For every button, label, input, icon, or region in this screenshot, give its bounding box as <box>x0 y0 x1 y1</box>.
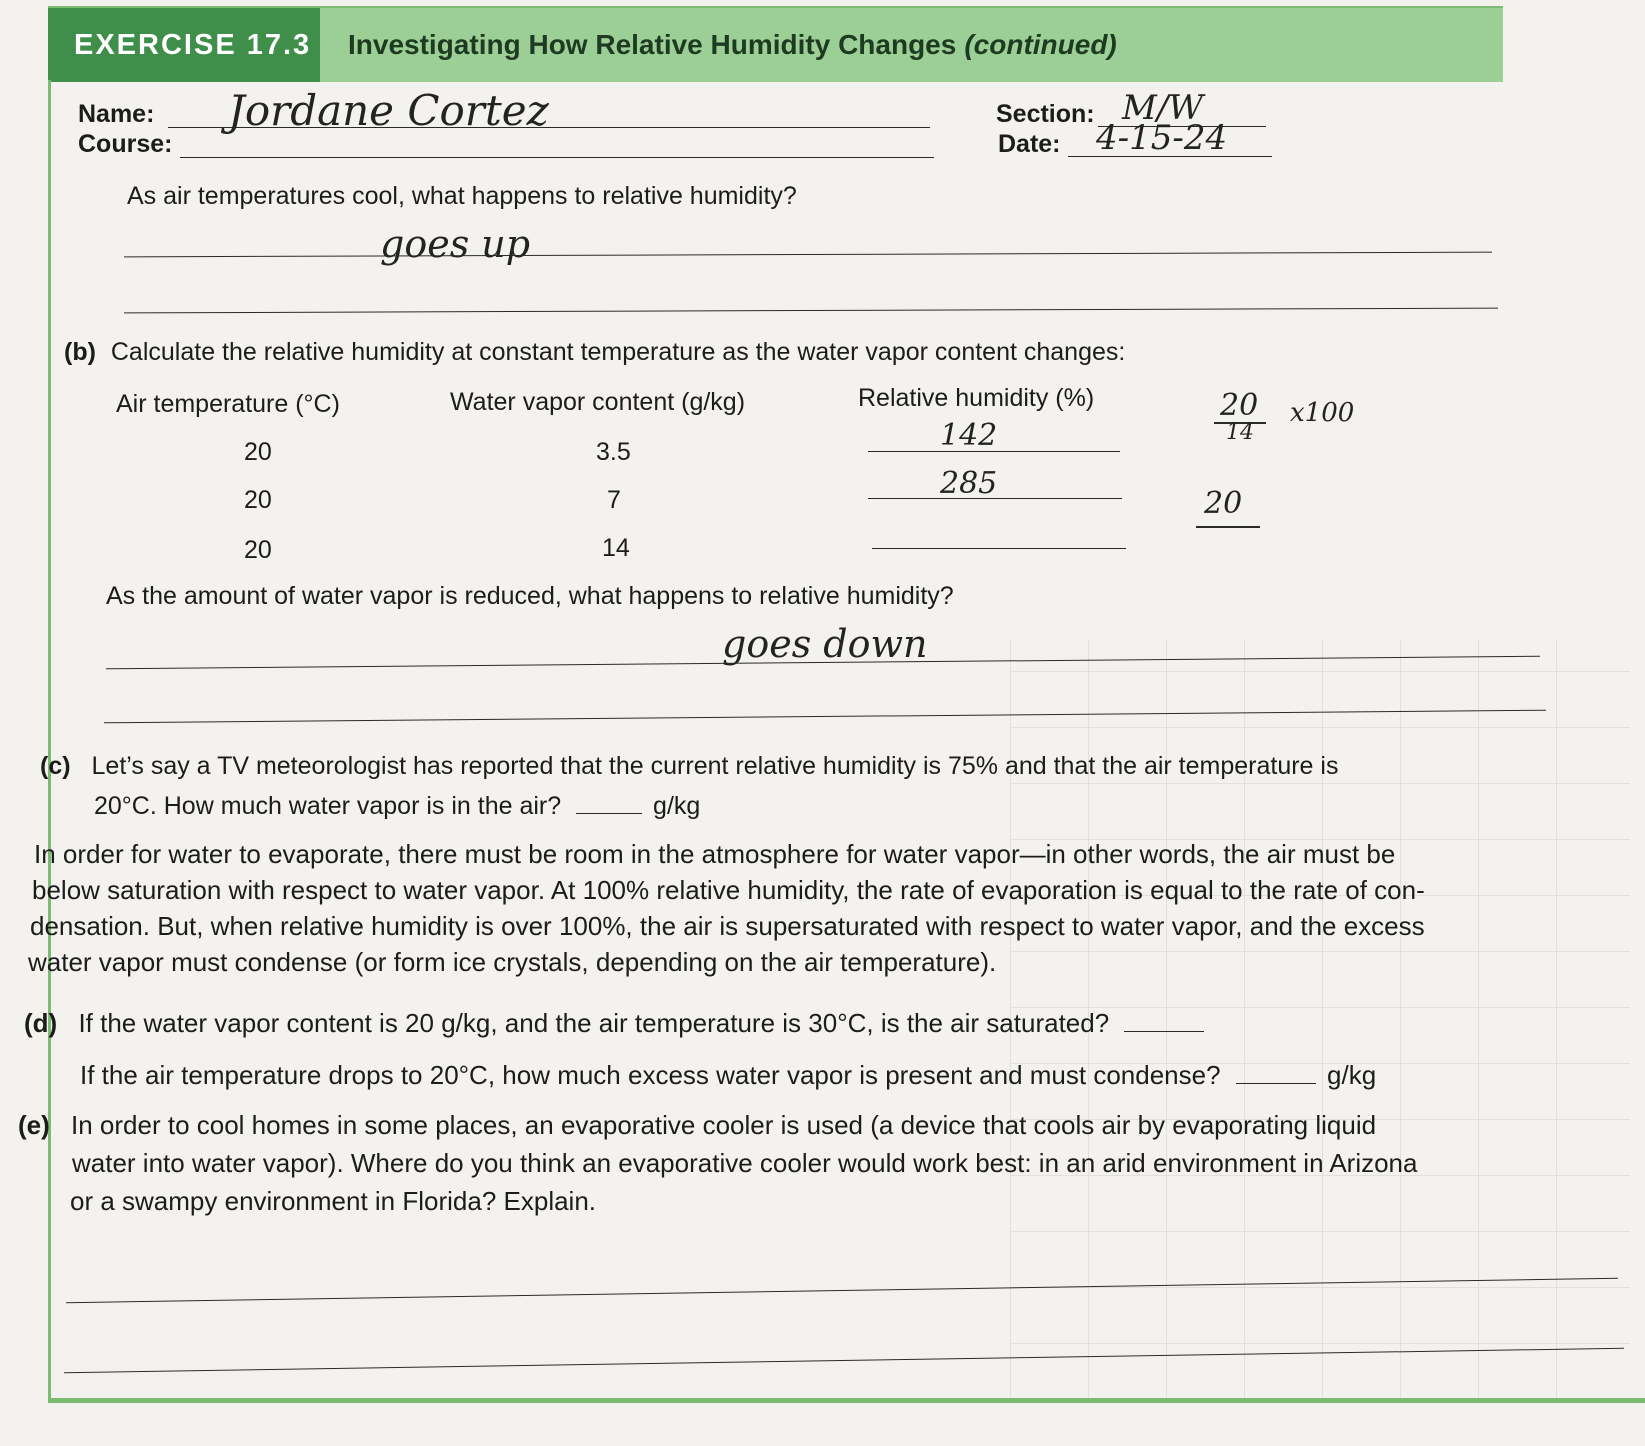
side-work-denominator: 14 <box>1226 420 1254 445</box>
part-d-line-2 <box>80 1060 1376 1091</box>
part-b-heading <box>64 338 1125 367</box>
evaporation-paragraph-line-1: In order for water to evaporate, there must be room in the atmosphere for water vapor—in other words, the air must be <box>34 839 1396 869</box>
part-b-prompt: Calculate the relative humidity at constant temperature as the water vapor content changes: <box>110 338 1126 366</box>
part-a-answer: goes up <box>380 222 531 266</box>
part-e-label: (e) <box>18 1110 50 1140</box>
part-b-question: As the amount of water vapor is reduced, what happens to relative humidity? <box>106 582 954 610</box>
part-c-answer-field[interactable] <box>576 813 642 814</box>
row-2-temperature: 20 <box>244 486 272 514</box>
row-1-temperature: 20 <box>244 438 272 466</box>
part-a-answer-line-2[interactable] <box>124 308 1498 314</box>
part-d-text-1: If the water vapor content is 20 g/kg, and the air temperature is 30°C, is the air saturated? <box>78 1008 1110 1038</box>
exercise-title-text: Investigating How Relative Humidity Changes <box>348 29 957 60</box>
row-3-temperature: 20 <box>244 536 272 564</box>
evaporation-paragraph-line-3: densation. But, when relative humidity is over 100%, the air is supersaturated with respect to water vapor, and the excess <box>30 911 1425 941</box>
frame-bottom-rule <box>48 1398 1645 1403</box>
side-work-extra: 20 <box>1204 486 1243 521</box>
part-d-label: (d) <box>24 1008 58 1038</box>
side-work-numerator: 20 <box>1220 388 1259 423</box>
row-2-vapor: 7 <box>607 486 621 514</box>
frame-left-rule <box>48 80 51 1400</box>
row-2-rh-value: 285 <box>940 466 998 501</box>
part-b-label: (b) <box>64 338 96 366</box>
part-d-unit: g/kg <box>1327 1060 1377 1090</box>
date-value: 4-15-24 <box>1096 118 1228 158</box>
part-a-question: As air temperatures cool, what happens to relative humidity? <box>127 182 797 210</box>
section-value: M/W <box>1122 88 1204 128</box>
section-label: Section: <box>996 100 1095 128</box>
part-d-line-1 <box>24 1008 1204 1039</box>
part-e-text-2: water into water vapor). Where do you think an evaporative cooler would work best: in an arid environment in Arizona <box>72 1148 1418 1178</box>
side-work-multiplier: x100 <box>1290 398 1355 428</box>
evaporation-paragraph-line-2: below saturation with respect to water vapor. At 100% relative humidity, the rate of evaporation is equal to the rate of con- <box>32 875 1425 905</box>
row-3-rh-field[interactable] <box>872 548 1126 549</box>
name-label: Name: <box>78 100 155 128</box>
part-d-text-2: If the air temperature drops to 20°C, how much excess water vapor is present and must condense? <box>80 1060 1221 1090</box>
part-a-answer-line-1[interactable] <box>124 252 1492 258</box>
evaporation-paragraph-line-4: water vapor must condense (or form ice crystals, depending on the air temperature). <box>28 947 997 977</box>
exercise-number: EXERCISE 17.3 <box>48 8 320 82</box>
part-c-line-1 <box>40 752 1338 781</box>
side-work-underline <box>1196 526 1260 528</box>
column-header-relative-humidity: Relative humidity (%) <box>858 384 1095 412</box>
row-1-rh-value: 142 <box>940 418 998 453</box>
part-d-saturated-field[interactable] <box>1124 1031 1204 1032</box>
part-e-text-3: or a swampy environment in Florida? Explain. <box>70 1186 597 1216</box>
course-field[interactable] <box>180 157 934 158</box>
column-header-air-temperature: Air temperature (°C) <box>116 390 340 418</box>
part-e-text-1: In order to cool homes in some places, an evaporative cooler is used (a device that cools air by evaporating liquid <box>71 1110 1377 1140</box>
date-label: Date: <box>998 130 1061 158</box>
exercise-title-suffix: (continued) <box>964 29 1117 60</box>
part-c-line-2 <box>94 792 700 821</box>
exercise-title <box>348 8 1117 82</box>
part-c-label: (c) <box>40 752 71 780</box>
part-c-unit: g/kg <box>653 792 701 820</box>
part-b-answer: goes down <box>722 622 928 666</box>
part-e-line-1 <box>18 1110 1376 1141</box>
name-value: Jordane Cortez <box>228 86 549 135</box>
row-3-vapor: 14 <box>602 534 630 562</box>
course-label: Course: <box>78 130 173 158</box>
row-1-vapor: 3.5 <box>596 438 631 466</box>
part-c-text-2: 20°C. How much water vapor is in the air? <box>94 792 562 820</box>
part-c-text-1: Let’s say a TV meteorologist has reported that the current relative humidity is 75% and that the air temperature is <box>91 752 1339 780</box>
column-header-water-vapor: Water vapor content (g/kg) <box>450 388 746 416</box>
part-d-excess-field[interactable] <box>1236 1083 1316 1084</box>
exercise-header <box>48 6 1503 82</box>
